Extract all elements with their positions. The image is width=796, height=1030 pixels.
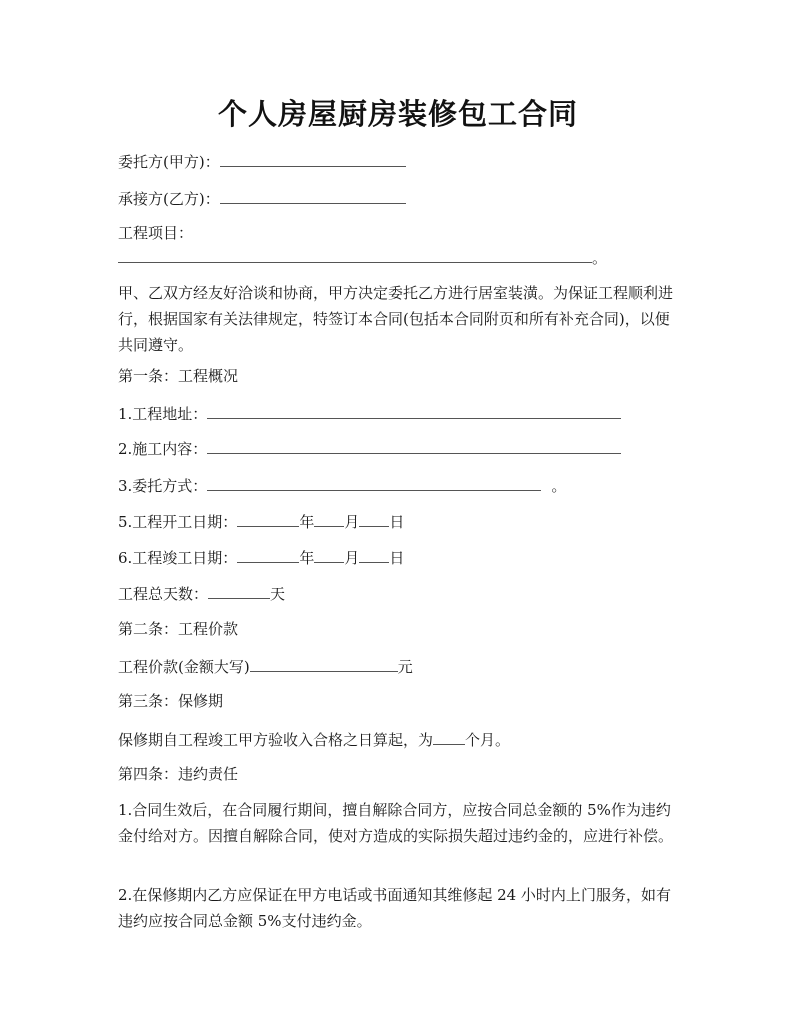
document-title: 个人房屋厨房装修包工合同 [217,97,578,131]
project-blank[interactable] [118,246,592,263]
start-year-blank[interactable] [237,510,299,527]
article-2-heading: 第二条：工程价款 [118,620,239,638]
end-day-blank[interactable] [359,546,389,563]
intro-paragraph: 甲、乙双方经友好洽谈和协商，甲方决定委托乙方进行居室装潢。为保证工程顺利进行，根据国家有关法律规定，特签订本合同(包括本合同附页和所有补充合同)，以便共同遵守。 [118,284,674,354]
project-end: 。 [592,249,608,267]
days-unit: 天 [270,585,286,603]
total-days-blank[interactable] [208,582,270,599]
start-day-blank[interactable] [359,510,389,527]
content-blank[interactable] [207,437,621,454]
mode-end: 。 [551,477,567,495]
article-4-heading: 第四条：违约责任 [118,765,239,783]
end-month-blank[interactable] [314,546,344,563]
warranty-line [118,728,510,750]
contractor-blank[interactable] [220,187,406,204]
article-3-heading: 第三条：保修期 [118,692,224,710]
article-1-heading: 第一条：工程概况 [118,367,239,385]
end-month-unit: 月 [344,549,360,567]
breach-clause-1: 1.合同生效后，在合同履行期间，擅自解除合同方，应按合同总金额的 5%作为违约金付给对方。因擅自解除合同，使对方造成的实际损失超过违约金的，应进行补偿。 [118,801,674,845]
start-date-line [118,510,404,532]
address-blank[interactable] [207,402,621,419]
contractor-line [118,187,406,209]
mode-blank[interactable] [207,474,541,491]
address-label: 1.工程地址： [118,405,208,423]
start-month-unit: 月 [344,513,360,531]
warranty-months-blank[interactable] [433,728,465,745]
start-month-blank[interactable] [314,510,344,527]
content-label: 2.施工内容： [118,440,208,458]
project-blank-line [118,246,607,268]
client-blank[interactable] [220,150,406,167]
price-line [118,655,413,677]
warranty-text-end: 个月。 [465,731,511,749]
end-year-unit: 年 [299,549,315,567]
total-days-label: 工程总天数： [118,585,209,603]
price-blank[interactable] [250,655,398,672]
end-day-unit: 日 [389,549,405,567]
content-line [118,437,621,459]
end-year-blank[interactable] [237,546,299,563]
total-days-line [118,582,285,604]
client-label: 委托方(甲方)： [118,153,220,171]
project-label: 工程项目： [118,224,194,242]
end-date-line [118,546,404,568]
price-label: 工程价款(金额大写) [118,658,250,676]
client-line [118,150,406,172]
start-day-unit: 日 [389,513,405,531]
start-date-label: 5.工程开工日期： [118,513,238,531]
end-date-label: 6.工程竣工日期： [118,549,238,567]
contractor-label: 承接方(乙方)： [118,190,220,208]
price-unit: 元 [397,658,413,676]
project-label-line [118,223,193,243]
address-line [118,402,621,424]
mode-line [118,474,566,496]
start-year-unit: 年 [299,513,315,531]
breach-clause-2: 2.在保修期内乙方应保证在甲方电话或书面通知其维修起 24 小时内上门服务，如有违约应按合同总金额 5%支付违约金。 [118,886,671,930]
warranty-text-start: 保修期自工程竣工甲方验收入合格之日算起，为 [118,731,434,749]
mode-label: 3.委托方式： [118,477,208,495]
